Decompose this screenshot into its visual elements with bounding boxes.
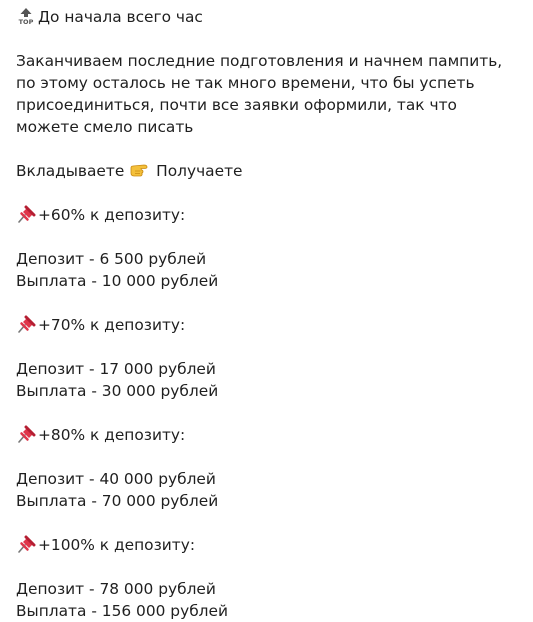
- tier-deposit: Депозит - 40 000 рублей: [16, 470, 216, 488]
- spacer: [16, 556, 521, 578]
- spacer: [16, 402, 521, 424]
- message-title: До начала всего час: [38, 8, 203, 26]
- tier-payout: Выплата - 156 000 рублей: [16, 602, 228, 620]
- tier-payout: Выплата - 70 000 рублей: [16, 492, 219, 510]
- message-body: [16, 6, 521, 622]
- spacer: [16, 512, 521, 534]
- spacer: [16, 336, 521, 358]
- spacer: [16, 226, 521, 248]
- top-arrow-icon: [16, 7, 36, 25]
- pushpin-icon: [16, 205, 36, 223]
- spacer: [16, 28, 521, 50]
- tier-heading: [16, 534, 521, 556]
- tier-deposit: Депозит - 78 000 рублей: [16, 580, 216, 598]
- tier-heading: [16, 204, 521, 226]
- tier-deposit: Депозит - 6 500 рублей: [16, 250, 207, 268]
- message-title-line: [16, 6, 521, 28]
- pushpin-icon: [16, 535, 36, 553]
- invest-left-text: Вкладываете: [16, 162, 125, 180]
- tier-heading: [16, 314, 521, 336]
- tier-payout: Выплата - 10 000 рублей: [16, 272, 219, 290]
- spacer: [16, 138, 521, 160]
- pointing-hand-icon: [129, 161, 149, 179]
- spacer: [16, 182, 521, 204]
- pushpin-icon: [16, 315, 36, 333]
- tier-heading: [16, 424, 521, 446]
- pushpin-icon: [16, 425, 36, 443]
- tier-payout: Выплата - 30 000 рублей: [16, 382, 219, 400]
- message-paragraph: Заканчиваем последние подготовления и начнем пампить, по этому осталось не так много времени, что бы успеть присоединиться, почти все заявки оформили, так что можете смело писать: [16, 52, 503, 136]
- tier-heading-text: +80% к депозиту:: [38, 426, 186, 444]
- spacer: [16, 292, 521, 314]
- invest-right-text: Получаете: [156, 162, 243, 180]
- tier-heading-text: +60% к депозиту:: [38, 206, 186, 224]
- tier-heading-text: +100% к депозиту:: [38, 536, 196, 554]
- tier-deposit: Депозит - 17 000 рублей: [16, 360, 216, 378]
- svg-text:TOP: TOP: [18, 18, 34, 25]
- tier-heading-text: +70% к депозиту:: [38, 316, 186, 334]
- invest-line: [16, 160, 521, 182]
- spacer: [16, 446, 521, 468]
